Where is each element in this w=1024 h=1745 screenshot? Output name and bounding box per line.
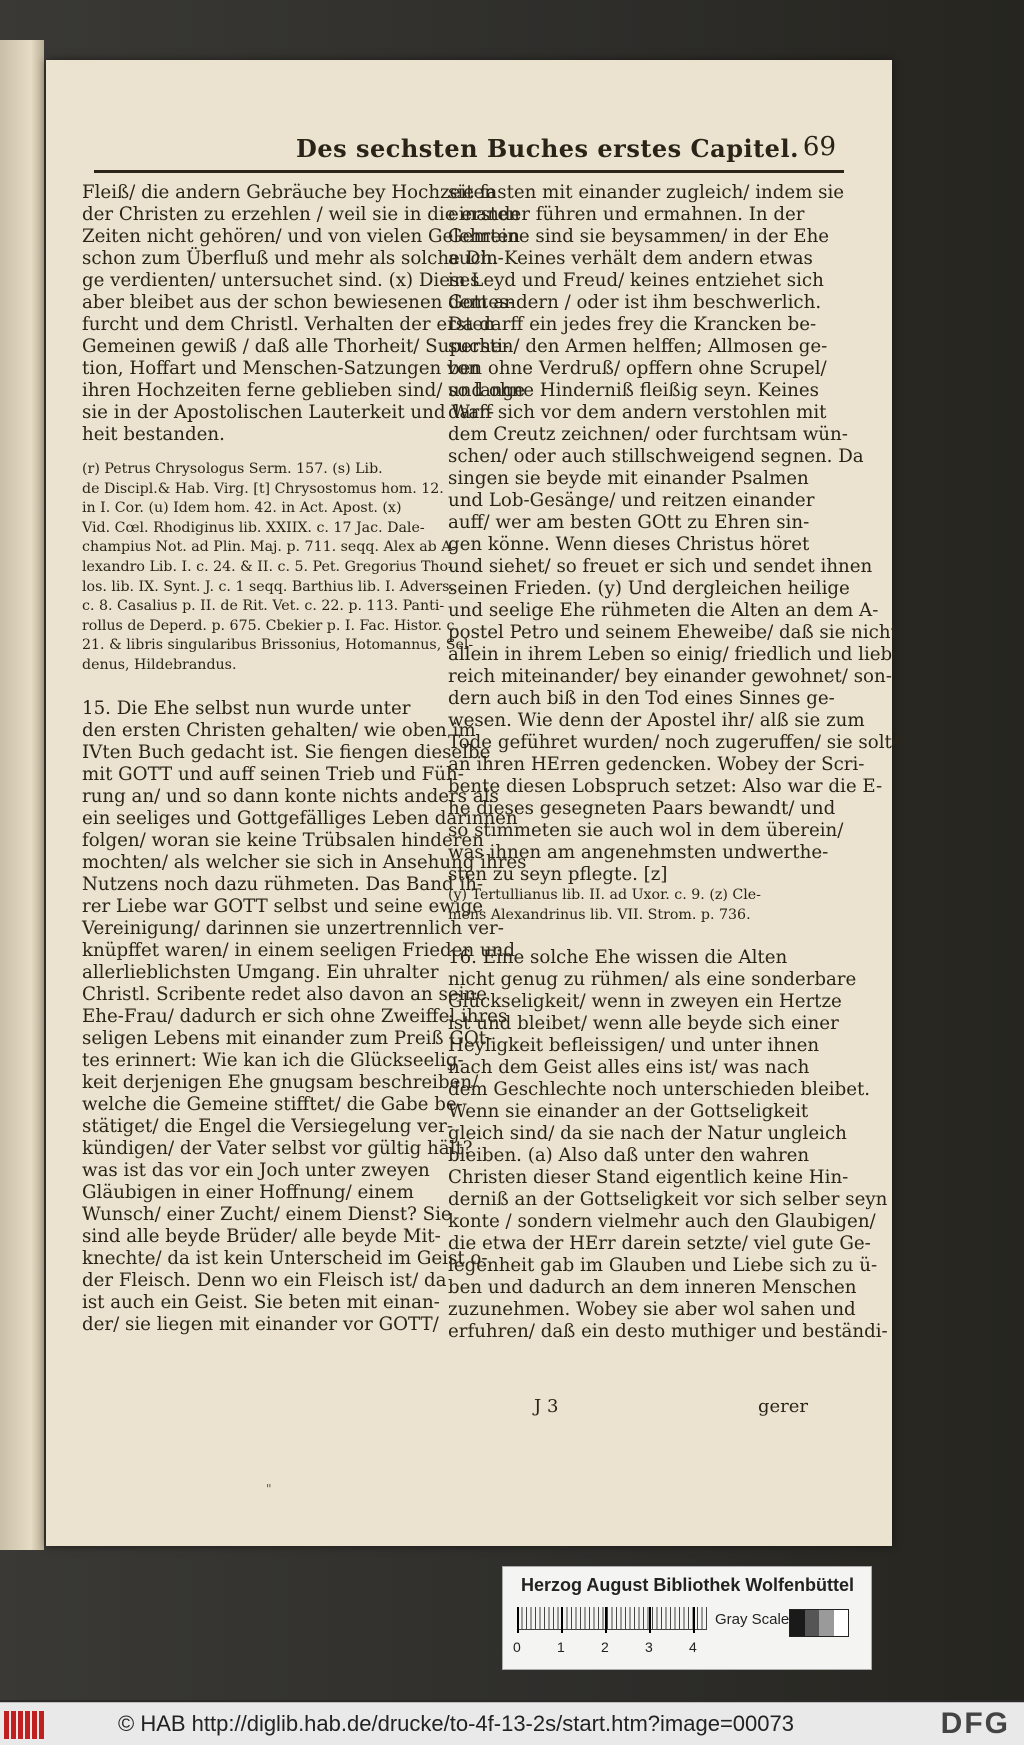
text-line: Da darff ein jedes frey die Krancken be- xyxy=(448,314,817,335)
signature-mark: J 3 xyxy=(534,1396,559,1417)
text-line: Glückseligkeit/ wenn in zweyen ein Hertze xyxy=(448,991,842,1013)
paragraph-16 xyxy=(448,947,888,1343)
text-line: 15. Die Ehe selbst nun wurde unter xyxy=(82,697,411,719)
text-line: an ihren HErren gedencken. Wobey der Scri- xyxy=(448,754,865,775)
text-line: nicht genug zu rühmen/ als eine sonderbare xyxy=(448,969,857,991)
running-title: Des sechsten Buches erstes Capitel. xyxy=(296,134,799,163)
text-line: reich miteinander/ bey einander gewohnet/ son- xyxy=(448,666,892,687)
text-line: ist und bleibet/ wenn alle beyde sich einer xyxy=(448,1013,839,1035)
text-line: Wunsch/ einer Zucht/ einem Dienst? Sie xyxy=(82,1203,452,1225)
ruler-number: 4 xyxy=(689,1639,697,1655)
footnote-line: c. 8. Casalius p. II. de Rit. Vet. c. 22. p. 113. Panti- xyxy=(82,598,445,615)
text-line: tion, Hoffart und Menschen-Satzungen von xyxy=(82,358,480,379)
text-line: he dieses gesegneten Paars bewandt/ und xyxy=(448,798,836,819)
text-line: Gläubigen in einer Hoffnung/ einem xyxy=(82,1181,414,1203)
footnote-line: champius Not. ad Plin. Maj. p. 711. seqq. Alex ab A- xyxy=(82,539,457,556)
text-line: gen könne. Wenn dieses Christus höret xyxy=(448,534,810,555)
page-number: 69 xyxy=(802,132,836,162)
text-line: Ehe-Frau/ dadurch er sich ohne Zweiffel ihres xyxy=(82,1005,508,1027)
text-line: ge verdienten/ untersuchet sind. (x) Dieses xyxy=(82,270,480,291)
text-line: dem Geschlechte noch unterschieden bleibet. xyxy=(448,1079,871,1101)
footnote-line: denus, Hildebrandus. xyxy=(82,656,237,673)
text-line: allein in ihrem Leben so einig/ friedlich und lieb- xyxy=(448,644,899,665)
text-line: einander führen und ermahnen. In der xyxy=(448,204,805,225)
text-line: Fleiß/ die andern Gebräuche bey Hochzeiten xyxy=(82,182,496,203)
text-line: und seelige Ehe rühmeten die Alten an dem A- xyxy=(448,600,879,621)
text-line: bente diesen Lobspruch setzet: Also war die E- xyxy=(448,776,883,797)
footnote-line: mens Alexandrinus lib. VII. Strom. p. 736. xyxy=(448,906,751,923)
gray-scale-label: Gray Scale xyxy=(715,1611,790,1628)
text-line: aber bleibet aus der schon bewiesenen Gottes- xyxy=(82,292,515,313)
paragraph xyxy=(82,182,525,446)
footnote-line: (y) Tertullianus lib. II. ad Uxor. c. 9. (z) Cle- xyxy=(448,887,761,903)
text-line: keit derjenigen Ehe gnugsam beschreiben/ xyxy=(82,1071,479,1093)
text-line: darff sich vor dem andern verstohlen mit xyxy=(448,402,827,423)
hab-logo-icon xyxy=(4,1711,48,1739)
stray-mark: " xyxy=(266,1482,272,1496)
text-line: seligen Lebens mit einander zum Preiß GOt- xyxy=(82,1027,493,1049)
text-line: Nutzens noch dazu rühmeten. Das Band ih- xyxy=(82,873,484,895)
text-line: sie fasten mit einander zugleich/ indem sie xyxy=(448,182,845,203)
text-line: schen/ oder auch stillschweigend segnen. Da xyxy=(448,446,864,467)
gray-swatch xyxy=(834,1610,849,1636)
text-line: erfuhren/ daß ein desto muthiger und beständi- xyxy=(448,1321,888,1343)
text-line: dern auch biß in den Tod eines Sinnes ge- xyxy=(448,688,835,709)
text-line: den ersten Christen gehalten/ wie oben im xyxy=(82,719,476,741)
footnote-line: Vid. Cœl. Rhodiginus lib. XXIIX. c. 17 Jac. Dale- xyxy=(82,519,425,536)
footnote-line: rollus de Deperd. p. 675. Cbekier p. I. Fac. Histor. c. xyxy=(82,617,459,634)
paragraph xyxy=(448,182,903,886)
page-header xyxy=(86,130,856,170)
text-line: heit bestanden. xyxy=(82,424,225,445)
text-line: IVten Buch gedacht ist. Sie fiengen dieselbe xyxy=(82,741,491,763)
header-rule xyxy=(94,170,844,173)
footnote-line: los. lib. IX. Synt. J. c. 1 seqq. Barthius lib. I. Advers. xyxy=(82,578,454,595)
text-line: legenheit gab im Glauben und Liebe sich zu ü- xyxy=(448,1255,878,1277)
text-line: sten zu seyn pflegte. [z] xyxy=(448,864,668,885)
facing-page-edge xyxy=(0,40,44,1550)
text-line: wesen. Wie denn der Apostel ihr/ alß sie zum xyxy=(448,710,865,731)
text-line: kündigen/ der Vater selbst vor gültig hält? xyxy=(82,1137,473,1159)
text-line: und ohne Hinderniß fleißig seyn. Keines xyxy=(448,380,819,401)
dfg-logo: DFG xyxy=(940,1707,1010,1740)
catchword: gerer xyxy=(757,1396,808,1417)
text-line: Wenn sie einander an der Gottseligkeit xyxy=(448,1101,809,1123)
text-line: gleich sind/ da sie nach der Natur ungleich xyxy=(448,1123,847,1145)
ruler-major-ticks xyxy=(517,1607,707,1633)
text-line: was ist das vor ein Joch unter zweyen xyxy=(82,1159,430,1181)
text-line: mit GOTT und auff seinen Trieb und Füh- xyxy=(82,763,464,785)
text-line: 16. Eine solche Ehe wissen die Alten xyxy=(448,947,788,969)
text-line: ben und dadurch an dem inneren Menschen xyxy=(448,1277,857,1299)
gray-scale-swatches xyxy=(789,1609,849,1637)
text-line: konte / sondern vielmehr auch den Glaubigen/ xyxy=(448,1211,876,1233)
text-line: und siehet/ so freuet er sich und sendet ihnen xyxy=(448,556,873,577)
right-column xyxy=(448,182,903,1343)
text-line: schon zum Überfluß und mehr als solche Din- xyxy=(82,248,504,269)
copyright-link[interactable]: © HAB http://diglib.hab.de/drucke/to-4f-13-2s/start.htm?image=00073 xyxy=(118,1711,794,1736)
book-page xyxy=(46,60,903,1546)
library-name: Herzog August Bibliothek Wolfenbüttel xyxy=(521,1575,854,1595)
text-line: auff/ wer am besten GOtt zu Ehren sin- xyxy=(448,512,810,533)
text-line: stätiget/ die Engel die Versiegelung ver- xyxy=(82,1115,454,1137)
text-line: tes erinnert: Wie kan ich die Glückseelig- xyxy=(82,1049,464,1071)
ruler-numbers xyxy=(503,1639,703,1657)
text-line: zuzunehmen. Wobey sie aber wol sahen und xyxy=(448,1299,856,1321)
viewer-footer xyxy=(0,1702,1024,1745)
text-line: knechte/ da ist kein Unterscheid im Geist o- xyxy=(82,1247,488,1269)
text-line: rung an/ und so dann konte nichts anders als xyxy=(82,785,499,807)
gray-swatch xyxy=(819,1610,834,1636)
gray-swatch xyxy=(790,1610,805,1636)
text-line: bleiben. (a) Also daß unter den wahren xyxy=(448,1145,810,1167)
ruler-number: 0 xyxy=(513,1639,521,1655)
text-line: nach dem Geist alles eins ist/ was nach xyxy=(448,1057,810,1079)
text-line: auch. Keines verhält dem andern etwas xyxy=(448,248,813,269)
ruler-scale xyxy=(517,1607,707,1635)
text-line: sie in der Apostolischen Lauterkeit und War- xyxy=(82,402,495,423)
footnote-line: de Discipl.& Hab. Virg. [t] Chrysostomus hom. 12. xyxy=(82,480,444,497)
text-line: suchen/ den Armen helffen; Allmosen ge- xyxy=(448,336,828,357)
text-line: der/ sie liegen mit einander vor GOTT/ xyxy=(82,1313,439,1335)
text-line: Gemeine sind sie beysammen/ in der Ehe xyxy=(448,226,830,247)
text-line: postel Petro und seinem Eheweibe/ daß sie nicht xyxy=(448,622,898,643)
text-line: dem Creutz zeichnen/ oder furchtsam wün- xyxy=(448,424,848,445)
text-line: in Leyd und Freud/ keines entziehet sich xyxy=(448,270,824,291)
color-calibration-chart xyxy=(502,1566,872,1670)
text-line: Heyligkeit befleissigen/ und unter ihnen xyxy=(448,1035,820,1057)
text-line: mochten/ als welcher sie sich in Ansehung ihres xyxy=(82,851,527,873)
text-line: rer Liebe war GOTT selbst und seine ewige xyxy=(82,895,484,917)
text-line: die etwa der HErr darein setzte/ viel gute Ge- xyxy=(448,1233,871,1255)
text-line: Zeiten nicht gehören/ und von vielen Gelehrten xyxy=(82,226,521,247)
text-line: folgen/ woran sie keine Trübsalen hinderen xyxy=(82,829,484,851)
text-line: furcht und dem Christl. Verhalten der ersten xyxy=(82,314,495,335)
footnote-line: (r) Petrus Chrysologus Serm. 157. (s) Lib. xyxy=(82,461,383,477)
text-line: der Christen zu erzehlen / weil sie in die ersten xyxy=(82,204,520,225)
page-foot xyxy=(448,1396,808,1420)
footnote-line: lexandro Lib. I. c. 24. & II. c. 5. Pet. Gregorius Tho- xyxy=(82,558,453,575)
text-line: dem andern / oder ist ihm beschwerlich. xyxy=(448,292,822,313)
text-line: Vereinigung/ darinnen sie unzertrennlich ver- xyxy=(82,917,504,939)
text-line: Gemeinen gewiß / daß alle Thorheit/ Supersti- xyxy=(82,336,510,357)
text-line: der Fleisch. Denn wo ein Fleisch ist/ da xyxy=(82,1269,447,1291)
text-line: ist auch ein Geist. Sie beten mit einan- xyxy=(82,1291,440,1313)
text-line: was ihnen am angenehmsten undwerthe- xyxy=(448,842,829,863)
text-line: welche die Gemeine stifftet/ die Gabe be- xyxy=(82,1093,463,1115)
text-line: Christl. Scribente redet also davon an seine xyxy=(82,983,487,1005)
text-line: ihren Hochzeiten ferne geblieben sind/ so lange xyxy=(82,380,525,401)
text-line: sind alle beyde Brüder/ alle beyde Mit- xyxy=(82,1225,441,1247)
gray-swatch xyxy=(805,1610,820,1636)
text-line: so stimmeten sie auch wol in dem überein/ xyxy=(448,820,844,841)
text-line: Christen dieser Stand eigentlich keine Hin- xyxy=(448,1167,849,1189)
ruler-number: 2 xyxy=(601,1639,609,1655)
footnotes xyxy=(82,460,474,676)
text-line: derniß an der Gottseligkeit vor sich selber seyn xyxy=(448,1189,888,1211)
text-line: ben ohne Verdruß/ opffern ohne Scrupel/ xyxy=(448,358,827,379)
left-column xyxy=(82,182,527,1336)
text-line: allerlieblichsten Umgang. Ein uhralter xyxy=(82,961,439,983)
text-line: und Lob-Gesänge/ und reitzen einander xyxy=(448,490,815,511)
text-line: knüpffet waren/ in einem seeligen Frieden und xyxy=(82,939,516,961)
text-line: ein seeliges und Gottgefälliges Leben darinnen xyxy=(82,807,518,829)
text-line: seinen Frieden. (y) Und dergleichen heilige xyxy=(448,578,850,599)
footnote-line: in I. Cor. (u) Idem hom. 42. in Act. Apost. (x) xyxy=(82,500,402,517)
ruler-number: 3 xyxy=(645,1639,653,1655)
ruler-number: 1 xyxy=(557,1639,565,1655)
text-line: Tode geführet wurden/ noch zugeruffen/ sie solte xyxy=(448,732,903,753)
footnotes xyxy=(448,886,808,925)
text-line: singen sie beyde mit einander Psalmen xyxy=(448,468,809,489)
footnote-line: 21. & libris singularibus Brissonius, Hotomannus, Sel- xyxy=(82,637,474,654)
paragraph-15 xyxy=(82,697,527,1336)
